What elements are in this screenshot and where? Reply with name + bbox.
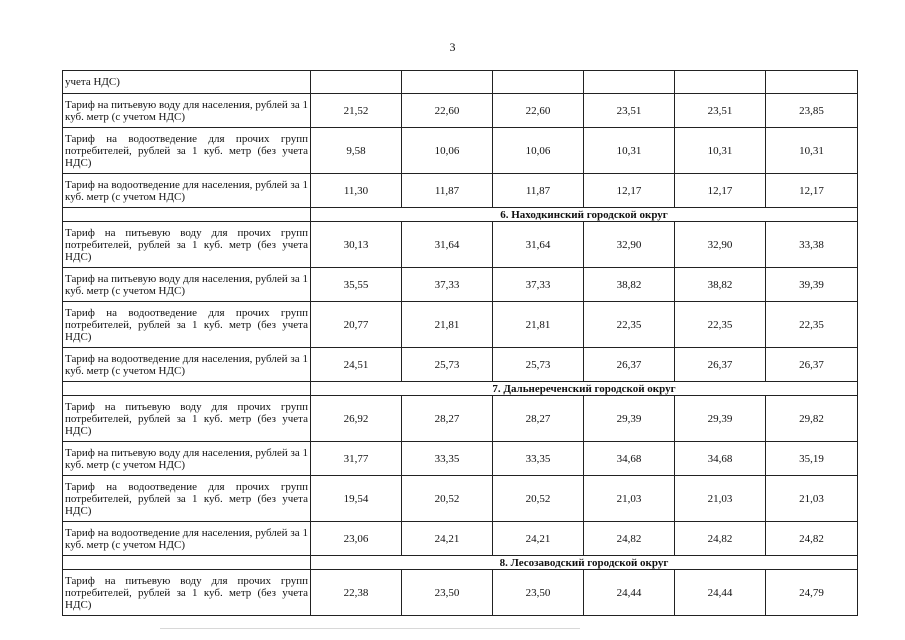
tariff-row: [63, 71, 858, 94]
tariff-value-cell: 21,81: [493, 302, 584, 348]
section-header-row: [63, 208, 858, 222]
tariff-value-cell: 21,52: [311, 94, 402, 128]
tariff-row: [63, 396, 858, 442]
tariff-value-cell: 28,27: [402, 396, 493, 442]
tariff-value-cell: 24,44: [675, 570, 766, 616]
tariff-value-cell: 26,92: [311, 396, 402, 442]
tariff-value-cell: [584, 71, 675, 94]
tariff-row: [63, 268, 858, 302]
tariff-value-cell: 23,50: [402, 570, 493, 616]
tariff-value-cell: 26,37: [766, 348, 858, 382]
tariff-value-cell: 38,82: [584, 268, 675, 302]
tariff-row: [63, 442, 858, 476]
tariff-value-cell: 23,85: [766, 94, 858, 128]
tariff-row: [63, 174, 858, 208]
section-header-row: [63, 556, 858, 570]
tariff-value-cell: [311, 71, 402, 94]
tariff-value-cell: 21,81: [402, 302, 493, 348]
tariff-value-cell: 22,38: [311, 570, 402, 616]
tariff-value-cell: 35,55: [311, 268, 402, 302]
tariff-value-cell: 21,03: [675, 476, 766, 522]
tariff-value-cell: 12,17: [766, 174, 858, 208]
section-title: 8. Лесозаводский городской округ: [311, 556, 858, 570]
tariff-value-cell: 11,87: [402, 174, 493, 208]
tariff-value-cell: 10,31: [766, 128, 858, 174]
tariff-value-cell: 35,19: [766, 442, 858, 476]
tariff-value-cell: 19,54: [311, 476, 402, 522]
tariff-value-cell: 33,35: [493, 442, 584, 476]
tariff-value-cell: [766, 71, 858, 94]
tariff-value-cell: 37,33: [402, 268, 493, 302]
tariff-value-cell: [493, 71, 584, 94]
tariff-value-cell: 24,82: [675, 522, 766, 556]
tariff-description: учета НДС): [63, 71, 311, 94]
tariff-value-cell: 23,50: [493, 570, 584, 616]
tariff-value-cell: 37,33: [493, 268, 584, 302]
tariff-value-cell: 21,03: [766, 476, 858, 522]
tariff-value-cell: 9,58: [311, 128, 402, 174]
tariff-value-cell: 12,17: [584, 174, 675, 208]
tariff-value-cell: 34,68: [675, 442, 766, 476]
tariff-value-cell: [402, 71, 493, 94]
tariff-value-cell: 24,79: [766, 570, 858, 616]
tariff-row: [63, 128, 858, 174]
tariff-value-cell: 34,68: [584, 442, 675, 476]
tariff-value-cell: 24,44: [584, 570, 675, 616]
tariff-value-cell: 30,13: [311, 222, 402, 268]
tariff-value-cell: 22,35: [584, 302, 675, 348]
tariff-value-cell: 24,82: [584, 522, 675, 556]
tariff-value-cell: 10,06: [493, 128, 584, 174]
tariff-value-cell: 11,30: [311, 174, 402, 208]
tariff-value-cell: 24,21: [493, 522, 584, 556]
tariff-row: [63, 348, 858, 382]
scan-edge-line: [160, 628, 580, 629]
tariff-description: Тариф на питьевую воду для населения, рублей за 1 куб. метр (с учетом НДС): [63, 442, 311, 476]
section-title: 7. Дальнереченский городской округ: [311, 382, 858, 396]
section-title: 6. Находкинский городской округ: [311, 208, 858, 222]
tariff-value-cell: 28,27: [493, 396, 584, 442]
tariff-value-cell: 10,31: [675, 128, 766, 174]
tariff-value-cell: 11,87: [493, 174, 584, 208]
tariff-row: [63, 570, 858, 616]
tariff-description: Тариф на водоотведение для населения, рублей за 1 куб. метр (с учетом НДС): [63, 348, 311, 382]
tariff-description: Тариф на питьевую воду для населения, рублей за 1 куб. метр (с учетом НДС): [63, 268, 311, 302]
tariff-value-cell: 39,39: [766, 268, 858, 302]
tariff-value-cell: 10,31: [584, 128, 675, 174]
tariff-value-cell: 26,37: [584, 348, 675, 382]
tariff-value-cell: 23,51: [675, 94, 766, 128]
tariff-value-cell: 22,35: [766, 302, 858, 348]
section-blank-cell: [63, 208, 311, 222]
tariff-value-cell: 31,77: [311, 442, 402, 476]
tariff-row: [63, 94, 858, 128]
tariff-value-cell: 20,52: [493, 476, 584, 522]
tariff-description: Тариф на водоотведение для населения, рублей за 1 куб. метр (с учетом НДС): [63, 174, 311, 208]
section-blank-cell: [63, 556, 311, 570]
tariff-value-cell: 23,51: [584, 94, 675, 128]
tariff-value-cell: 24,82: [766, 522, 858, 556]
tariff-description: Тариф на питьевую воду для прочих групп потребителей, рублей за 1 куб. метр (без учета НДС): [63, 396, 311, 442]
tariff-description: Тариф на питьевую воду для прочих групп потребителей, рублей за 1 куб. метр (без учета НДС): [63, 222, 311, 268]
tariff-description: Тариф на питьевую воду для населения, рублей за 1 куб. метр (с учетом НДС): [63, 94, 311, 128]
tariff-value-cell: 38,82: [675, 268, 766, 302]
tariff-description: Тариф на водоотведение для прочих групп потребителей, рублей за 1 куб. метр (без учета НДС): [63, 302, 311, 348]
tariff-value-cell: 31,64: [493, 222, 584, 268]
tariff-value-cell: 32,90: [675, 222, 766, 268]
section-blank-cell: [63, 382, 311, 396]
tariff-row: [63, 302, 858, 348]
tariff-value-cell: 26,37: [675, 348, 766, 382]
tariff-value-cell: 21,03: [584, 476, 675, 522]
tariff-value-cell: 10,06: [402, 128, 493, 174]
tariff-value-cell: 29,39: [675, 396, 766, 442]
tariff-value-cell: 29,39: [584, 396, 675, 442]
tariff-value-cell: 20,77: [311, 302, 402, 348]
tariff-row: [63, 476, 858, 522]
tariff-value-cell: 24,51: [311, 348, 402, 382]
tariff-value-cell: 20,52: [402, 476, 493, 522]
tariff-description: Тариф на питьевую воду для прочих групп потребителей, рублей за 1 куб. метр (без учета НДС): [63, 570, 311, 616]
tariff-description: Тариф на водоотведение для прочих групп потребителей, рублей за 1 куб. метр (без учета НДС): [63, 476, 311, 522]
tariff-value-cell: 12,17: [675, 174, 766, 208]
tariff-value-cell: 25,73: [402, 348, 493, 382]
tariff-row: [63, 222, 858, 268]
tariff-value-cell: 32,90: [584, 222, 675, 268]
tariff-value-cell: 22,60: [402, 94, 493, 128]
tariff-value-cell: 23,06: [311, 522, 402, 556]
section-header-row: [63, 382, 858, 396]
tariff-value-cell: 33,35: [402, 442, 493, 476]
tariff-value-cell: 29,82: [766, 396, 858, 442]
tariff-value-cell: 33,38: [766, 222, 858, 268]
tariff-value-cell: 31,64: [402, 222, 493, 268]
tariff-value-cell: 22,60: [493, 94, 584, 128]
tariff-row: [63, 522, 858, 556]
tariff-table-body: [63, 71, 858, 616]
tariff-value-cell: 24,21: [402, 522, 493, 556]
tariff-value-cell: [675, 71, 766, 94]
tariff-value-cell: 25,73: [493, 348, 584, 382]
tariff-description: Тариф на водоотведение для населения, рублей за 1 куб. метр (с учетом НДС): [63, 522, 311, 556]
tariff-description: Тариф на водоотведение для прочих групп потребителей, рублей за 1 куб. метр (без учета НДС): [63, 128, 311, 174]
tariff-value-cell: 22,35: [675, 302, 766, 348]
page-number: 3: [449, 40, 456, 54]
tariff-table: [62, 70, 858, 616]
